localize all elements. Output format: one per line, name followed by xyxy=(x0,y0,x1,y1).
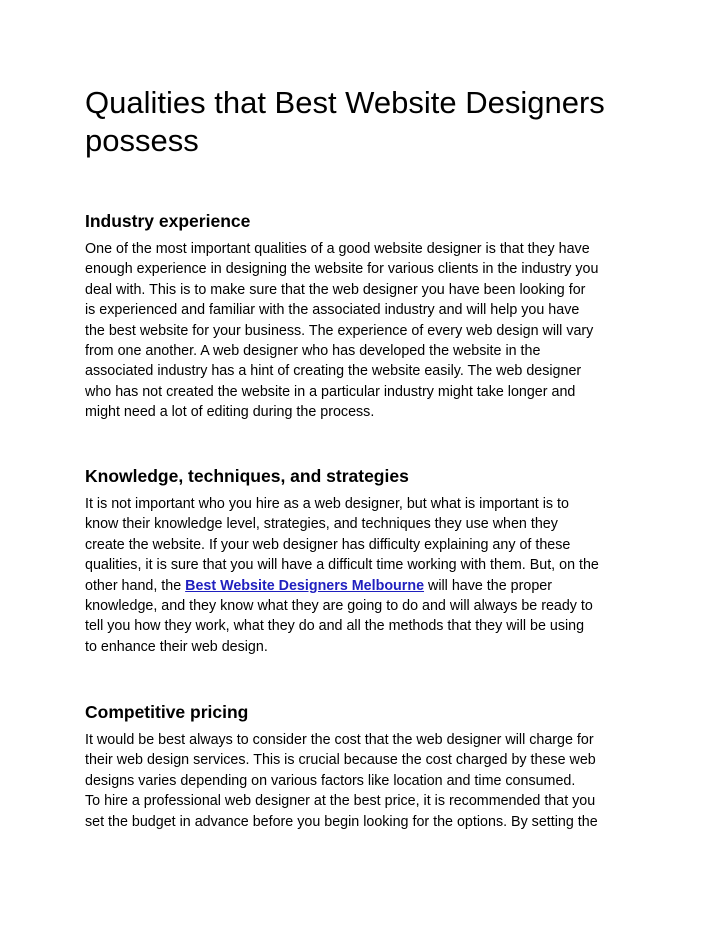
section-heading: Industry experience xyxy=(85,211,251,231)
paragraph-line: to enhance their web design. xyxy=(85,638,268,655)
link-line-prefix: other hand, the xyxy=(85,577,186,594)
paragraph-line: associated industry has a hint of creating the website easily. The web designer xyxy=(85,363,582,380)
paragraph-line: know their knowledge level, strategies, and techniques they use when they xyxy=(85,516,558,533)
paragraph-line: It is not important who you hire as a web designer, but what is important is to xyxy=(85,496,569,512)
paragraph-line: who has not created the website in a particular industry might take longer and xyxy=(85,383,576,400)
section-heading: Knowledge, techniques, and strategies xyxy=(85,466,409,486)
paragraph-line-with-link xyxy=(85,576,645,596)
page-title xyxy=(85,84,645,160)
page-title-line-2: possess xyxy=(85,123,199,158)
paragraph-line: deal with. This is to make sure that the web designer you have been looking for xyxy=(85,281,586,298)
paragraph-line: enough experience in designing the website for various clients in the industry you xyxy=(85,261,599,278)
paragraph-line: their web design services. This is crucial because the cost charged by these web xyxy=(85,752,596,769)
section-paragraph xyxy=(85,487,645,657)
paragraph-line: set the budget in advance before you begin looking for the options. By setting the xyxy=(85,813,598,830)
paragraph-line: might need a lot of editing during the process. xyxy=(85,404,375,421)
paragraph-line: qualities, it is sure that you will have a difficult time working with them. But, on the xyxy=(85,557,599,574)
paragraph-line: designs varies depending on various factors like location and time consumed. xyxy=(85,772,576,789)
section-knowledge-techniques xyxy=(85,465,645,657)
paragraph-line: tell you how they work, what they do and all the methods that they will be using xyxy=(85,618,585,635)
paragraph-line: knowledge, and they know what they are going to do and will always be ready to xyxy=(85,598,593,615)
paragraph-line: One of the most important qualities of a good website designer is that they have xyxy=(85,241,590,257)
paragraph-line: from one another. A web designer who has developed the website in the xyxy=(85,343,541,360)
paragraph-line: It would be best always to consider the cost that the web designer will charge for xyxy=(85,732,594,748)
section-competitive-pricing xyxy=(85,701,645,832)
section-heading: Competitive pricing xyxy=(85,702,249,722)
section-paragraph xyxy=(85,232,645,423)
best-website-designers-melbourne-link[interactable]: Best Website Designers Melbourne xyxy=(185,577,425,594)
page-title-line-1: Qualities that Best Website Designers xyxy=(85,85,605,120)
link-line-suffix: will have the proper xyxy=(424,577,552,594)
section-paragraph xyxy=(85,723,645,832)
paragraph-line: the best website for your business. The experience of every web design will vary xyxy=(85,322,594,339)
paragraph-line: To hire a professional web designer at the best price, it is recommended that you xyxy=(85,793,596,810)
paragraph-line: is experienced and familiar with the associated industry and will help you have xyxy=(85,302,580,319)
paragraph-line: create the website. If your web designer has difficulty explaining any of these xyxy=(85,536,571,553)
section-industry-experience xyxy=(85,210,645,423)
